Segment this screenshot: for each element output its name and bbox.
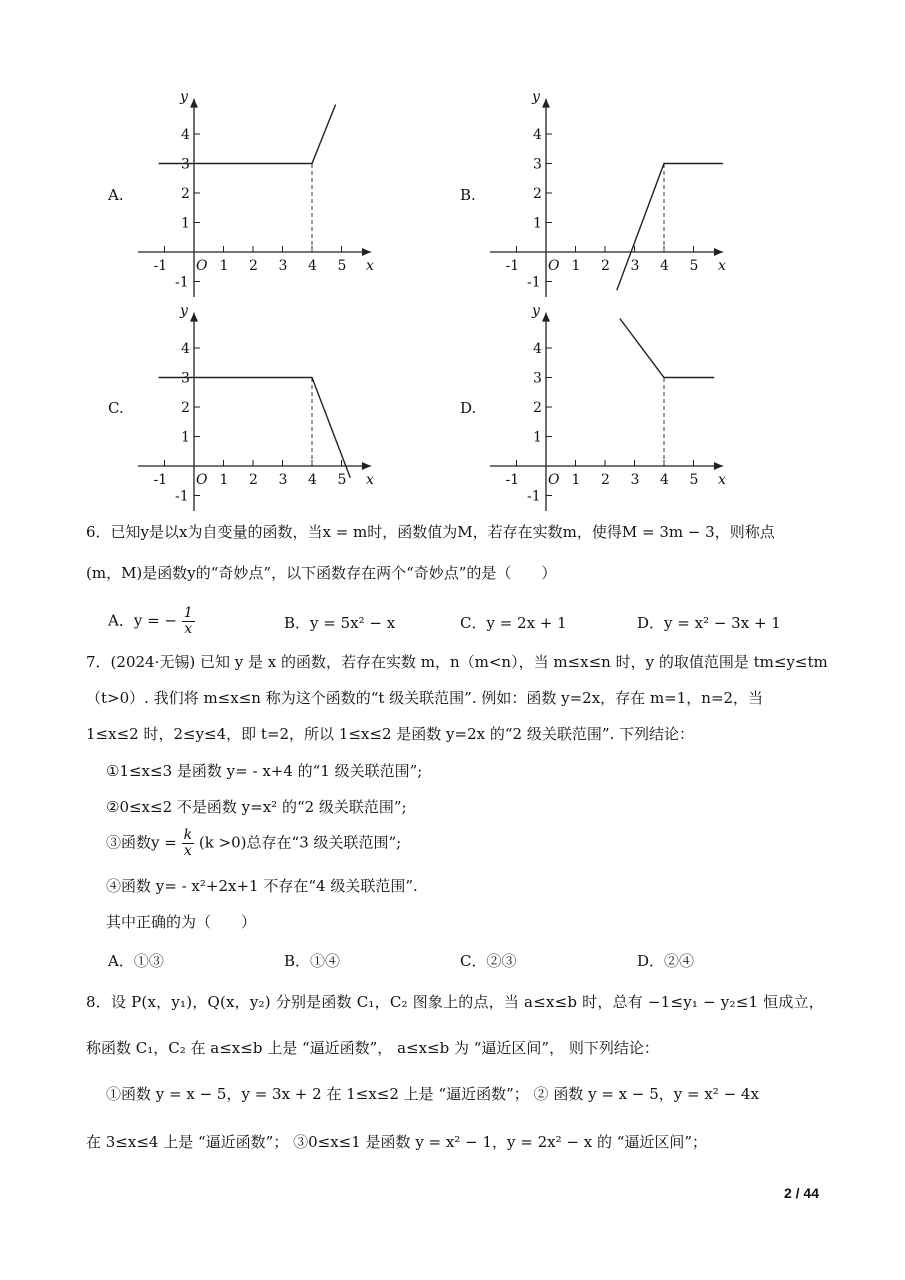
y-tick-label: 1 [181, 429, 190, 446]
graph-c [130, 296, 375, 511]
origin-label: O [548, 258, 560, 274]
graph-c-letter: C. [108, 399, 124, 417]
x-tick-label: 5 [689, 472, 699, 488]
q7-option-b: B．①④ [284, 952, 341, 970]
x-tick-label: 1 [219, 472, 229, 488]
q6-option-a [108, 606, 195, 637]
x-tick-label: -1 [153, 258, 168, 274]
q6-option-c: C．y = 2x + 1 [460, 614, 567, 632]
y-tick-label: -1 [175, 274, 189, 291]
q6-option-a-numerator: 1 [183, 605, 193, 621]
x-tick-label: 1 [571, 258, 581, 274]
y-tick-label: 2 [181, 186, 190, 202]
y-tick-label: 2 [533, 186, 542, 202]
x-tick-label: 5 [337, 258, 347, 274]
q7-item-2: ②0≤x≤2 不是函数 y=x² 的“2 级关联范围”; [106, 798, 407, 816]
graph-svg [482, 296, 727, 511]
x-axis-label: x [366, 258, 374, 274]
y-axis-arrow [190, 99, 198, 108]
x-tick-label: 3 [278, 258, 288, 274]
x-tick-label: -1 [505, 258, 520, 274]
x-tick-label: 4 [660, 258, 669, 274]
y-axis-arrow [542, 99, 550, 108]
y-tick-label: 2 [181, 400, 190, 416]
origin-label: O [196, 258, 208, 274]
x-tick-label: 3 [278, 472, 288, 488]
x-tick-label: 5 [337, 472, 347, 488]
q6-line-2: (m，M)是函数y的“奇妙点”，以下函数存在两个“奇妙点”的是（ ） [86, 564, 557, 582]
x-tick-label: 4 [660, 472, 669, 488]
y-tick-label: 1 [533, 429, 542, 446]
x-tick-label: 5 [689, 258, 699, 274]
y-tick-label: 3 [533, 370, 542, 387]
x-tick-label: 4 [308, 258, 317, 274]
page-number: 2 / 44 [783, 1185, 819, 1201]
graph-svg [130, 296, 375, 511]
graph-a-letter: A. [108, 186, 124, 204]
graph-d-letter: D. [460, 399, 477, 417]
q6-option-b: B．y = 5x² − x [284, 614, 396, 632]
x-tick-label: 1 [219, 258, 229, 274]
x-axis-arrow [362, 462, 371, 470]
function-line [620, 319, 714, 378]
y-tick-label: 1 [533, 215, 542, 232]
function-line [159, 378, 351, 478]
y-tick-label: -1 [527, 488, 541, 505]
graph-svg [130, 82, 375, 297]
q7-item-3-prefix: ③函数y = [106, 833, 177, 852]
y-tick-label: -1 [175, 488, 189, 505]
y-tick-label: 3 [533, 156, 542, 173]
q7-item-3 [106, 828, 401, 859]
q7-item-3-suffix: (k >0)总存在“3 级关联范围”; [198, 833, 402, 852]
x-axis-label: x [718, 472, 726, 488]
y-tick-label: 3 [181, 156, 190, 173]
graph-b [482, 82, 727, 297]
q8-line-2: 称函数 C₁，C₂ 在 a≤x≤b 上是 “逼近函数”， a≤x≤b 为 “逼近区间”， 则下列结论： [86, 1039, 659, 1057]
y-axis-label: y [532, 89, 540, 106]
x-axis-arrow [714, 248, 723, 256]
q8-line-1: 8．设 P(x，y₁)，Q(x，y₂) 分别是函数 C₁，C₂ 图象上的点，当 a≤x≤b 时，总有 −1≤y₁ − y₂≤1 恒成立， [86, 993, 824, 1011]
y-tick-label: 4 [181, 341, 190, 357]
x-tick-label: -1 [153, 472, 168, 488]
x-tick-label: 2 [249, 472, 258, 488]
y-tick-label: 1 [181, 215, 190, 232]
x-axis-arrow [362, 248, 371, 256]
y-axis-arrow [542, 313, 550, 322]
x-axis-label: x [718, 258, 726, 274]
y-axis-label: y [180, 89, 188, 106]
q7-option-a: A．①③ [108, 952, 164, 970]
y-tick-label: 4 [533, 127, 542, 143]
q7-item-3-denominator: x [183, 843, 192, 859]
q7-prompt: 其中正确的为（ ） [106, 913, 257, 931]
x-axis-arrow [714, 462, 723, 470]
q7-line-1: 7．(2024·无锡) 已知 y 是 x 的函数，若存在实数 m，n（m<n），当 m≤x≤n 时，y 的取值范围是 tm≤y≤tm [86, 653, 828, 671]
q7-option-d: D．②④ [637, 952, 695, 970]
graph-a [130, 82, 375, 297]
x-tick-label: 3 [630, 258, 640, 274]
origin-label: O [196, 472, 208, 488]
q8-line-3: ①函数 y = x − 5，y = 3x + 2 在 1≤x≤2 上是 “逼近函数”； ② 函数 y = x − 5，y = x² − 4x [106, 1085, 759, 1103]
q8-line-4: 在 3≤x≤4 上是 “逼近函数”； ③0≤x≤1 是函数 y = x² − 1，y = 2x² − x 的 “逼近区间”； [86, 1133, 708, 1151]
q7-option-c: C．②③ [460, 952, 517, 970]
y-axis-label: y [180, 303, 188, 320]
x-tick-label: 2 [249, 258, 258, 274]
x-axis-label: x [366, 472, 374, 488]
y-axis-label: y [532, 303, 540, 320]
graph-d [482, 296, 727, 511]
q7-line-2: （t>0）. 我们将 m≤x≤n 称为这个函数的“t 级关联范围”. 例如：函数 y=2x，存在 m=1，n=2，当 [86, 689, 764, 707]
y-tick-label: 3 [181, 370, 190, 387]
graph-svg [482, 82, 727, 297]
q7-item-1: ①1≤x≤3 是函数 y= - x+4 的“1 级关联范围”; [106, 762, 423, 780]
q6-line-1: 6．已知y是以x为自变量的函数，当x = m时，函数值为M，若存在实数m，使得M = 3m − 3，则称点 [86, 523, 775, 541]
graph-b-letter: B. [460, 186, 476, 204]
q6-option-a-prefix: A．y = − [108, 611, 177, 630]
x-tick-label: 2 [601, 472, 610, 488]
x-tick-label: 3 [630, 472, 640, 488]
q6-option-a-fraction [182, 606, 195, 637]
q6-option-d: D．y = x² − 3x + 1 [637, 614, 781, 632]
q6-option-a-denominator: x [184, 621, 193, 637]
x-tick-label: -1 [505, 472, 520, 488]
q7-item-3-numerator: k [183, 827, 193, 843]
x-tick-label: 4 [308, 472, 317, 488]
x-tick-label: 1 [571, 472, 581, 488]
y-tick-label: 2 [533, 400, 542, 416]
q7-item-3-fraction [182, 828, 194, 859]
q7-line-3: 1≤x≤2 时，2≤y≤4，即 t=2，所以 1≤x≤2 是函数 y=2x 的“2 级关联范围”. 下列结论： [86, 725, 695, 743]
q7-item-4: ④函数 y= - x²+2x+1 不存在“4 级关联范围”. [106, 877, 418, 895]
y-tick-label: 4 [533, 341, 542, 357]
y-axis-arrow [190, 313, 198, 322]
x-tick-label: 2 [601, 258, 610, 274]
y-tick-label: -1 [527, 274, 541, 291]
origin-label: O [548, 472, 560, 488]
y-tick-label: 4 [181, 127, 190, 143]
